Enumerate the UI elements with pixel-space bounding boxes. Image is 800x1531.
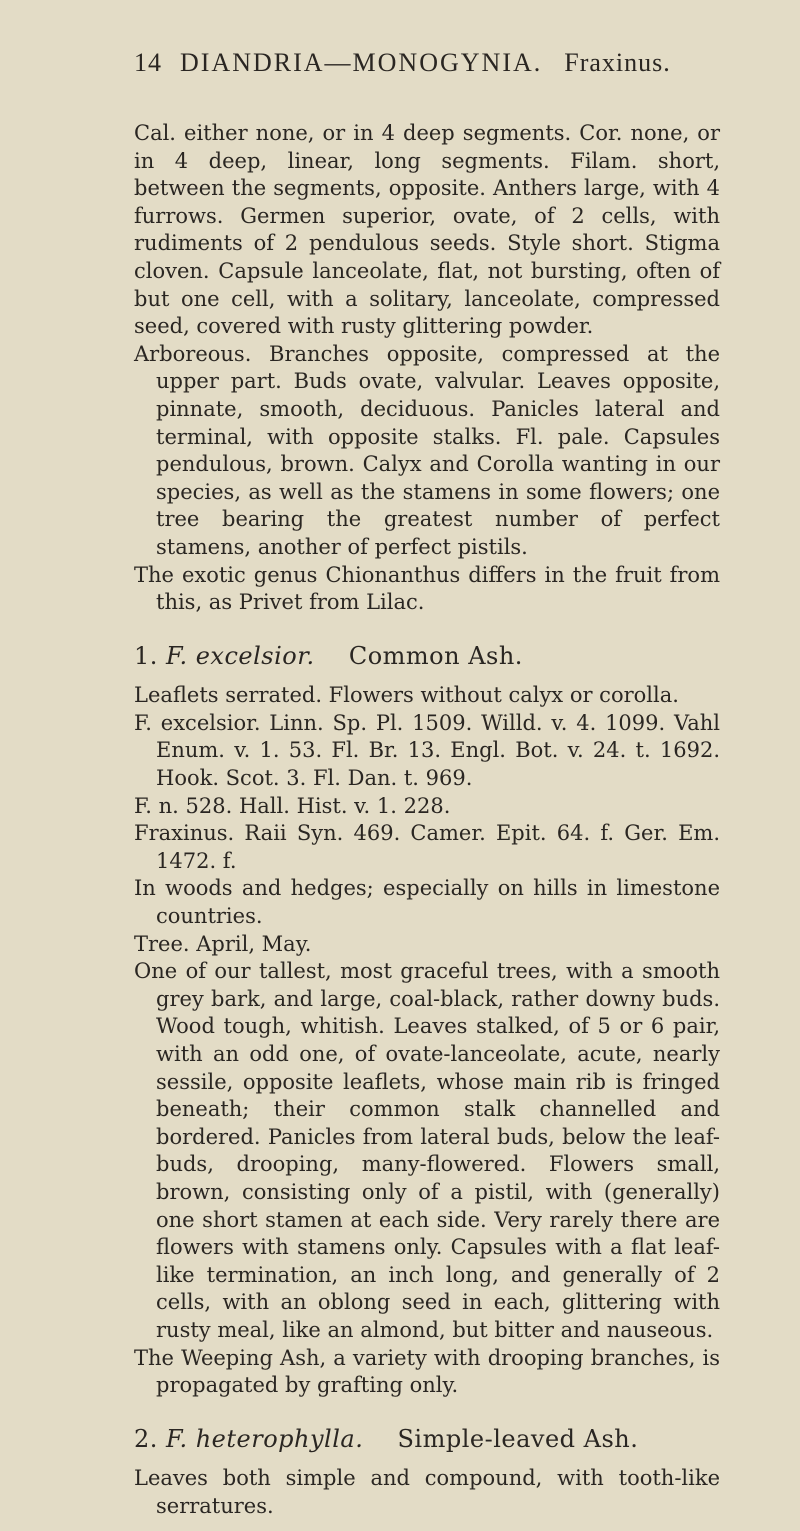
running-title: DIANDRIA—MONOGYNIA.: [180, 48, 543, 77]
species-number: 1.: [134, 641, 158, 670]
species-description: One of our tallest, most graceful trees, with a smooth grey bark, and large, coal-black, rather downy buds. Wood tough, whitish. Leaves stalked, of 5 or 6 pair, with an odd one, of ovate-lanceolate, acute, nearly sessile, opposite leaflets, whose main rib is fringed beneath; their common stalk channelled and bordered. Panicles from lateral buds, below the leaf-buds, drooping, many-flowered. Flowers small, brown, consisting only of a pistil, with (generally) one short stamen at each side. Very rarely there are flowers with stamens only. Capsules with a flat leaf-like termination, an inch long, and generally of 2 cells, with an oblong seed in each, glittering with rusty meal, like an almond, but bitter and nauseous.: [134, 959, 720, 1342]
species-diagnosis: Leaflets serrated. Flowers without calyx or corolla.: [134, 683, 679, 708]
page-number: 14: [134, 48, 162, 77]
genus-habit: Arboreous. Branches opposite, compressed at the upper part. Buds ovate, valvular. Leaves opposite, pinnate, smooth, deciduous. Panicles lateral and terminal, with opposite stalks. Fl. pale. Capsules pendulous, brown. Calyx and Corolla wanting in our species, as well as the stamens in some flowers; one tree bearing the greatest number of perfect stamens, another of perfect pistils.: [134, 341, 720, 559]
genus-note: The exotic genus Chionanthus differs in the fruit from this, as Privet from Lilac.: [134, 562, 720, 615]
species-variety-note: The Weeping Ash, a variety with drooping branches, is propagated by grafting only.: [134, 1345, 720, 1398]
species-heading: [134, 1426, 720, 1454]
species-binomial: F. heterophylla.: [166, 1424, 364, 1453]
species-heading: [134, 643, 720, 671]
species-common-name: Simple-leaved Ash.: [397, 1424, 639, 1453]
species-synonymy: F. excelsior. Linn. Sp. Pl. 1509. Willd. v. 4. 1099. Vahl Enum. v. 1. 53. Fl. Br. 13. Engl. Bot. v. 24. t. 1692. Hook. Scot. 3. Fl. Dan. t. 969.: [134, 710, 720, 791]
genus-characters: Cal. either none, or in 4 deep segments. Cor. none, or in 4 deep, linear, long segments. Filam. short, between the segments, opposite. Anthers large, with 4 furrows. Germen superior, ovate, of 2 cells, with rudiments of 2 pendulous seeds. Style short. Stigma cloven. Capsule lanceolate, flat, not bursting, often of but one cell, with a solitary, lanceolate, compressed seed, covered with rusty glittering powder.: [134, 121, 720, 339]
running-genus: Fraxinus.: [564, 48, 671, 77]
species-diagnosis: Leaves both simple and compound, with tooth-like serratures.: [134, 1466, 720, 1518]
species-synonymy: Fraxinus. Raii Syn. 469. Camer. Epit. 64. f. Ger. Em. 1472. f.: [134, 821, 720, 873]
species-synonymy: F. n. 528. Hall. Hist. v. 1. 228.: [134, 793, 451, 818]
running-head: [134, 48, 720, 92]
page-body: [134, 120, 720, 1531]
species-flowering: Tree. April, May.: [134, 931, 312, 956]
species-number: 2.: [134, 1424, 158, 1453]
species-habitat: In woods and hedges; especially on hills in limestone countries.: [134, 876, 720, 929]
species-common-name: Common Ash.: [348, 641, 523, 670]
species-binomial: F. excelsior.: [166, 641, 315, 670]
